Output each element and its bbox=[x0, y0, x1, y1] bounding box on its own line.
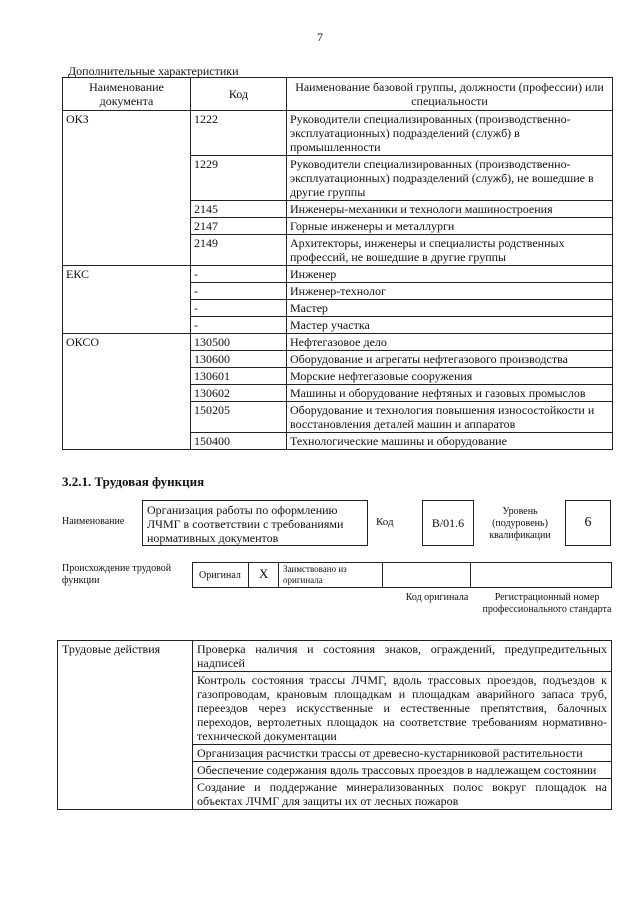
occupation-name-cell: Машины и оборудование нефтяных и газовых промыслов bbox=[287, 385, 613, 402]
occupation-name-cell: Нефтегазовое дело bbox=[287, 334, 613, 351]
function-code-box: B/01.6 bbox=[422, 500, 474, 546]
original-mark: X bbox=[259, 566, 269, 581]
origin-borrowed-cell bbox=[278, 562, 382, 588]
labor-function-heading: 3.2.1. Трудовая функция bbox=[62, 474, 205, 489]
occupation-name-cell: Руководители специализированных (производственно-эксплуатационных) подразделений (служб), не вошедшие в другие группы bbox=[287, 156, 613, 201]
function-name-box: Организация работы по оформлению ЛЧМГ в соответствии с требованиями нормативных документов bbox=[142, 500, 368, 546]
code-cell: 1229 bbox=[191, 156, 287, 201]
origin-code-cell bbox=[382, 562, 470, 588]
additional-characteristics-table bbox=[62, 77, 613, 450]
occupation-name-cell: Руководители специализированных (производственно-эксплуатационных) подразделений (служб) в промышленности bbox=[287, 111, 613, 156]
registration-number-label: Регистрационный номер профессионального стандарта bbox=[482, 592, 612, 615]
code-cell: 2147 bbox=[191, 218, 287, 235]
code-cell: 130601 bbox=[191, 368, 287, 385]
occupation-name-cell: Мастер участка bbox=[287, 317, 613, 334]
document-cell: ОКСО bbox=[63, 334, 191, 450]
occupation-name-cell: Инженер-технолог bbox=[287, 283, 613, 300]
code-cell: 130602 bbox=[191, 385, 287, 402]
occupation-name-cell: Оборудование и агрегаты нефтегазового производства bbox=[287, 351, 613, 368]
additional-characteristics-body bbox=[63, 111, 613, 450]
table-row bbox=[63, 334, 613, 351]
additional-characteristics-caption: Дополнительные характеристики bbox=[68, 64, 239, 78]
name-label: Наименование bbox=[62, 516, 125, 527]
code-cell: - bbox=[191, 317, 287, 334]
origin-code-label: Код оригинала bbox=[405, 592, 469, 603]
code-cell: - bbox=[191, 283, 287, 300]
borrowed-label: Заимствовано из оригинала bbox=[283, 564, 347, 585]
column-header-document: Наименование документа bbox=[63, 78, 191, 111]
origin-label: Происхождение трудовой функции bbox=[62, 563, 172, 586]
code-cell: 130600 bbox=[191, 351, 287, 368]
code-cell: - bbox=[191, 300, 287, 317]
labor-actions-table bbox=[57, 640, 612, 810]
document-cell: ЕКС bbox=[63, 266, 191, 334]
table-row bbox=[63, 266, 613, 283]
labor-actions-label: Трудовые действия bbox=[58, 641, 193, 810]
code-label: Код bbox=[376, 516, 394, 528]
occupation-name-cell: Инженеры-механики и технологи машиностроения bbox=[287, 201, 613, 218]
qualification-level-label: Уровень (подуровень) квалификации bbox=[489, 506, 551, 541]
original-label: Оригинал bbox=[199, 570, 241, 581]
table-row bbox=[58, 641, 612, 672]
table-row bbox=[63, 111, 613, 156]
occupation-name-cell: Технологические машины и оборудование bbox=[287, 433, 613, 450]
code-cell: 150205 bbox=[191, 402, 287, 433]
labor-action-item: Обеспечение содержания вдоль трассовых проездов в надлежащем состоянии bbox=[193, 762, 612, 779]
code-cell: - bbox=[191, 266, 287, 283]
labor-action-item: Проверка наличия и состояния знаков, ограждений, предупредительных надписей bbox=[193, 641, 612, 672]
origin-original-cell bbox=[192, 562, 248, 588]
origin-row bbox=[192, 562, 612, 588]
occupation-name-cell: Архитекторы, инженеры и специалисты родственных профессий, не вошедшие в другие группы bbox=[287, 235, 613, 266]
table-header-row bbox=[63, 78, 613, 111]
page-number: 7 bbox=[317, 30, 323, 44]
code-cell: 2149 bbox=[191, 235, 287, 266]
labor-action-item: Организация расчистки трассы от древесно-кустарниковой растительности bbox=[193, 745, 612, 762]
origin-reg-number-cell bbox=[470, 562, 612, 588]
code-cell: 130500 bbox=[191, 334, 287, 351]
origin-mark-cell bbox=[248, 562, 278, 588]
labor-action-item: Создание и поддержание минерализованных полос вокруг площадок на объектах ЛЧМГ для защиты их от лесных пожаров bbox=[193, 779, 612, 810]
column-header-name: Наименование базовой группы, должности (профессии) или специальности bbox=[287, 78, 613, 111]
labor-action-item: Контроль состояния трассы ЛЧМГ, вдоль трассовых проездов, подъездов к газопроводам, крановым площадкам и площадкам аварийного запаса труб, переездов через искусственные и естественные препятствия, балочных переходов, вертолетных площадок на соответствие требованиям нормативно-технической документации bbox=[193, 672, 612, 745]
qualification-level-box: 6 bbox=[565, 500, 611, 546]
labor-actions-body bbox=[58, 641, 612, 810]
column-header-code: Код bbox=[191, 78, 287, 111]
code-cell: 1222 bbox=[191, 111, 287, 156]
occupation-name-cell: Инженер bbox=[287, 266, 613, 283]
occupation-name-cell: Морские нефтегазовые сооружения bbox=[287, 368, 613, 385]
document-cell: ОКЗ bbox=[63, 111, 191, 266]
occupation-name-cell: Оборудование и технология повышения износостойкости и восстановления деталей машин и аппаратов bbox=[287, 402, 613, 433]
occupation-name-cell: Мастер bbox=[287, 300, 613, 317]
code-cell: 150400 bbox=[191, 433, 287, 450]
occupation-name-cell: Горные инженеры и металлурги bbox=[287, 218, 613, 235]
code-cell: 2145 bbox=[191, 201, 287, 218]
